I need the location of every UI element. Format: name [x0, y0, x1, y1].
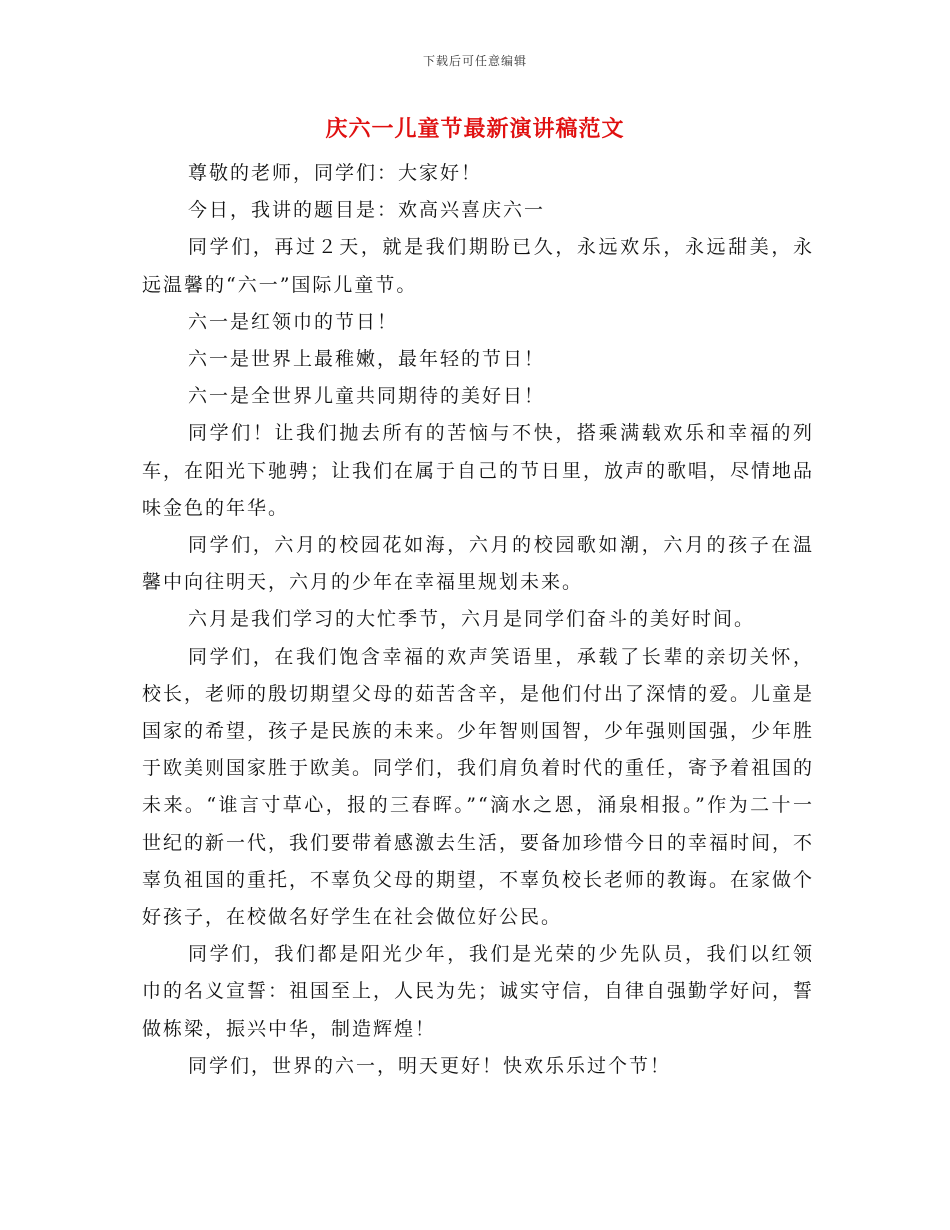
- paragraph-world-children: 六一是全世界儿童共同期待的美好日！: [188, 385, 546, 408]
- paragraph-red-scarf: 六一是红领巾的节日！: [188, 310, 399, 333]
- paragraph-june-campus: 同学们，六月的校园花如海，六月的校园歌如潮，六月的孩子在温馨中向往明天，六月的少年在幸福里规划未来。: [142, 534, 814, 594]
- paragraph-closing: 同学们，世界的六一，明天更好！快欢乐乐过个节！: [188, 1054, 672, 1077]
- paragraph-june-study: 六月是我们学习的大忙季节，六月是同学们奋斗的美好时间。: [188, 608, 756, 631]
- paragraph-joy-train: 同学们！让我们抛去所有的苦恼与不快，搭乘满载欢乐和幸福的列车，在阳光下驰骋；让我们在属于自己的节日里，放声的歌唱，尽情地品味金色的年华。: [142, 422, 815, 519]
- paragraph-youngest-holiday: 六一是世界上最稚嫩，最年轻的节日！: [188, 348, 546, 371]
- document-title: 庆六一儿童节最新演讲稿范文: [325, 117, 625, 142]
- paragraph-topic: 今日，我讲的题目是：欢高兴喜庆六一: [188, 199, 546, 222]
- paragraph-greeting: 尊敬的老师，同学们：大家好！: [188, 162, 483, 184]
- paragraph-gratitude: 同学们，在我们饱含幸福的欢声笑语里，承载了长辈的亲切关怀，校长，老师的殷切期望父母的茹苦含辛，是他们付出了深情的爱。儿童是国家的希望，孩子是民族的未来。少年智则国智，少年强则国强，少年胜于欧美则国家胜于欧美。同学们，我们肩负着时代的重任，寄予着祖国的未来。“谁言寸草心，报的三春晖。”“滴水之恩，涌泉相报。”作为二十一世纪的新一代，我们要带着感激去生活，要备加珍惜今日的幸福时间，不辜负祖国的重托，不辜负父母的期望，不辜负校长老师的教诲。在家做个好孩子，在校做名好学生在社会做位好公民。: [142, 645, 815, 929]
- page-header-note: 下载后可任意编辑: [422, 54, 527, 68]
- document-body: [142, 155, 814, 1085]
- paragraph-countdown: 同学们，再过２天，就是我们期盼已久，永远欢乐，永远甜美，永远温馨的“六一”国际儿童节。: [142, 236, 814, 296]
- paragraph-oath: 同学们，我们都是阳光少年，我们是光荣的少先队员，我们以红领巾的名义宣誓：祖国至上，人民为先；诚实守信，自律自强勤学好问，誓做栋梁，振兴中华，制造辉煌！: [142, 943, 815, 1040]
